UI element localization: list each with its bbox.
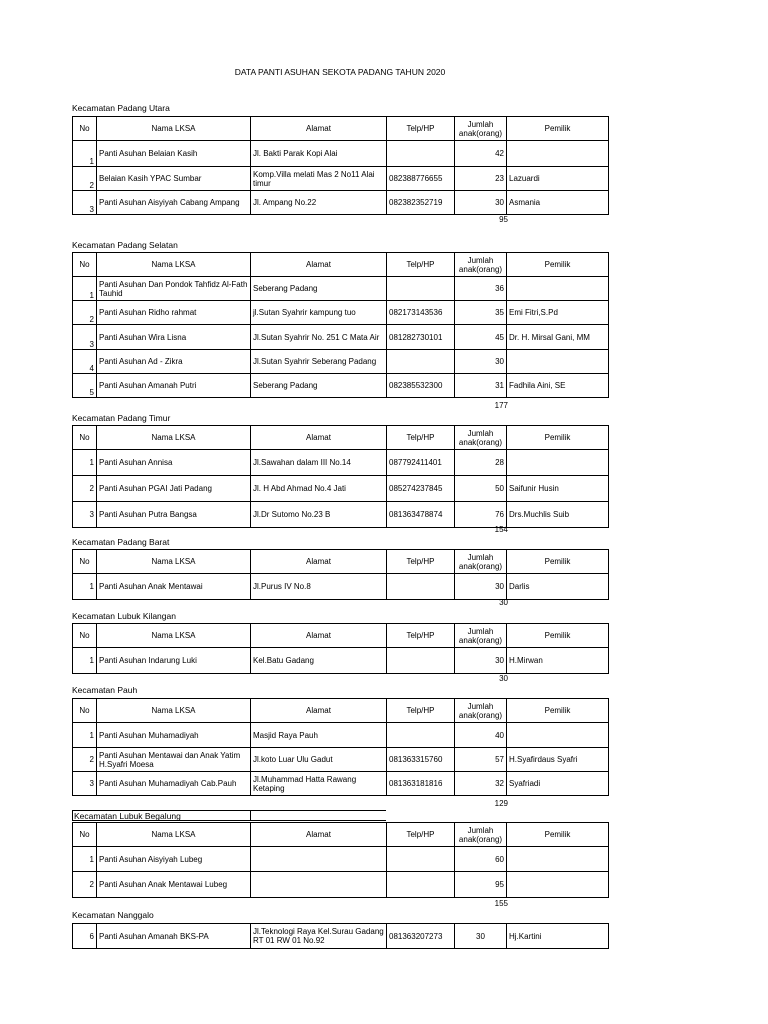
header-nama-lksa: Nama LKSA [97,117,251,141]
cell-nama-lksa: Panti Asuhan PGAI Jati Padang [97,476,251,502]
table-row [73,648,609,674]
cell-nama-lksa: Panti Asuhan Dan Pondok Tahfidz Al-Fath Tauhid [97,277,251,301]
cell-pemilik: Dr. H. Mirsal Gani, MM [507,325,609,350]
header-jumlah-line2: anak(orang) [458,710,503,720]
cell-nama-lksa: Panti Asuhan Wira Lisna [97,325,251,350]
cell-alamat: Jl. H Abd Ahmad No.4 Jati [251,476,387,502]
cell-jumlah: 45 [455,325,507,350]
header-nama-lksa: Nama LKSA [97,253,251,277]
table-header-row [73,550,609,574]
cell-jumlah: 36 [455,277,507,301]
data-table [72,623,609,674]
header-pemilik: Pemilik [507,550,609,574]
cell-nama-lksa: Panti Asuhan Annisa [97,450,251,476]
cell-jumlah: 30 [455,648,507,674]
section-heading: Kecamatan Padang Selatan [72,240,178,250]
header-telp-hp: Telp/HP [387,426,455,450]
cell-pemilik [507,277,609,301]
header-jumlah-anak [455,426,507,450]
cell-alamat: Jl.Sutan Syahrir Seberang Padang [251,350,387,374]
table-row [73,748,609,772]
section-total: 155 [494,899,508,908]
cell-jumlah: 32 [455,772,507,796]
header-no: No [73,699,97,723]
header-no: No [73,550,97,574]
cell-no: 1 [73,450,97,476]
section-total: 129 [494,799,508,808]
header-jumlah-anak [455,117,507,141]
cell-alamat: Komp.Villa melati Mas 2 No11 Alai timur [251,167,387,191]
cell-jumlah: 57 [455,748,507,772]
cell-pemilik: Lazuardi [507,167,609,191]
table-row [73,301,609,325]
cell-jumlah: 28 [455,450,507,476]
header-jumlah-line2: anak(orang) [458,128,503,138]
table-row [73,277,609,301]
cell-jumlah: 23 [455,167,507,191]
header-no: No [73,426,97,450]
section-total: 30 [499,598,508,607]
header-telp-hp: Telp/HP [387,253,455,277]
cell-telp: 081363478874 [387,502,455,528]
cell-nama-lksa: Panti Asuhan Anak Mentawai [97,574,251,600]
cell-telp: 082385532300 [387,374,455,398]
cell-nama-lksa: Panti Asuhan Aisyiyah Lubeg [97,847,251,872]
header-nama-lksa: Nama LKSA [97,426,251,450]
section-heading: Kecamatan Lubuk Kilangan [72,611,176,621]
cell-jumlah: 30 [455,924,507,949]
cell-pemilik: Drs.Muchlis Suib [507,502,609,528]
cell-pemilik: Syafriadi [507,772,609,796]
cell-jumlah: 35 [455,301,507,325]
header-pemilik: Pemilik [507,823,609,847]
cell-alamat: Seberang Padang [251,277,387,301]
cell-alamat: Jl. Ampang No.22 [251,191,387,215]
header-jumlah-line2: anak(orang) [458,561,503,571]
header-jumlah-anak [455,823,507,847]
cell-alamat: Jl. Bakti Parak Kopi Alai [251,141,387,167]
cell-alamat: Masjid Raya Pauh [251,723,387,748]
cell-jumlah: 42 [455,141,507,167]
header-alamat: Alamat [251,699,387,723]
table-row [73,502,609,528]
cell-nama-lksa: Panti Asuhan Amanah BKS-PA [97,924,251,949]
section-heading: Kecamatan Padang Timur [72,413,171,423]
header-telp-hp: Telp/HP [387,117,455,141]
cell-nama-lksa: Panti Asuhan Muhamadiyah Cab.Pauh [97,772,251,796]
cell-jumlah: 40 [455,723,507,748]
cell-telp [387,350,455,374]
header-jumlah-anak [455,624,507,648]
cell-no: 2 [73,476,97,502]
table-row [73,574,609,600]
section-heading-frame [250,810,386,821]
data-table [72,549,609,600]
cell-alamat [251,847,387,872]
section-heading: Kecamatan Lubuk Begalung [72,810,250,821]
table-row [73,450,609,476]
header-jumlah-line2: anak(orang) [458,437,503,447]
table-row [73,167,609,191]
header-nama-lksa: Nama LKSA [97,699,251,723]
section-total: 95 [499,215,508,224]
cell-no: 3 [73,772,97,796]
cell-telp [387,648,455,674]
table-row [73,872,609,898]
cell-telp [387,723,455,748]
cell-no: 1 [73,141,97,167]
cell-telp: 087792411401 [387,450,455,476]
cell-alamat: Jl.Teknologi Raya Kel.Surau Gadang RT 01 RW 01 No.92 [251,924,387,949]
header-alamat: Alamat [251,117,387,141]
cell-telp: 081363181816 [387,772,455,796]
header-jumlah-anak [455,253,507,277]
cell-no: 1 [73,723,97,748]
cell-alamat: Jl.Sutan Syahrir No. 251 C Mata Air [251,325,387,350]
cell-jumlah: 30 [455,350,507,374]
cell-telp: 081363315760 [387,748,455,772]
section-heading: Kecamatan Padang Barat [72,537,170,547]
table-row [73,325,609,350]
header-pemilik: Pemilik [507,253,609,277]
cell-alamat: Jl.koto Luar Ulu Gadut [251,748,387,772]
header-pemilik: Pemilik [507,699,609,723]
data-table [72,116,609,215]
data-table [72,425,609,528]
cell-alamat: Jl.Muhammad Hatta Rawang Ketaping [251,772,387,796]
header-jumlah-line2: anak(orang) [458,834,503,844]
cell-nama-lksa: Belaian Kasih YPAC Sumbar [97,167,251,191]
table-row [73,772,609,796]
header-jumlah-line2: anak(orang) [458,635,503,645]
header-nama-lksa: Nama LKSA [97,550,251,574]
header-telp-hp: Telp/HP [387,823,455,847]
header-jumlah-anak [455,550,507,574]
cell-nama-lksa: Panti Asuhan Putra Bangsa [97,502,251,528]
data-table [72,252,609,398]
cell-telp: 082388776655 [387,167,455,191]
section-total: 154 [494,525,508,534]
cell-alamat: Jl.Purus IV No.8 [251,574,387,600]
table-row [73,924,609,949]
cell-nama-lksa: Panti Asuhan Anak Mentawai Lubeg [97,872,251,898]
cell-alamat: Jl.Dr Sutomo No.23 B [251,502,387,528]
cell-jumlah: 31 [455,374,507,398]
cell-no: 2 [73,301,97,325]
cell-alamat [251,872,387,898]
header-jumlah-anak [455,699,507,723]
table-row [73,141,609,167]
document-title: DATA PANTI ASUHAN SEKOTA PADANG TAHUN 2020 [234,67,446,77]
cell-no: 3 [73,502,97,528]
cell-no: 2 [73,872,97,898]
header-nama-lksa: Nama LKSA [97,823,251,847]
header-telp-hp: Telp/HP [387,624,455,648]
cell-telp [387,872,455,898]
header-alamat: Alamat [251,426,387,450]
header-pemilik: Pemilik [507,117,609,141]
cell-telp: 085274237845 [387,476,455,502]
data-table [72,923,609,949]
table-header-row [73,823,609,847]
section-total: 177 [494,401,508,410]
header-alamat: Alamat [251,823,387,847]
table-header-row [73,253,609,277]
header-jumlah-line1: Jumlah [467,701,494,711]
table-row [73,847,609,872]
header-alamat: Alamat [251,550,387,574]
table-row [73,191,609,215]
table-header-row [73,426,609,450]
cell-alamat: Seberang Padang [251,374,387,398]
cell-nama-lksa: Panti Asuhan Aisyiyah Cabang Ampang [97,191,251,215]
header-alamat: Alamat [251,624,387,648]
cell-telp [387,574,455,600]
section-heading: Kecamatan Padang Utara [72,103,170,113]
cell-no: 5 [73,374,97,398]
cell-pemilik: Emi Fitri,S.Pd [507,301,609,325]
header-jumlah-line1: Jumlah [467,825,494,835]
header-telp-hp: Telp/HP [387,699,455,723]
cell-no: 3 [73,191,97,215]
header-telp-hp: Telp/HP [387,550,455,574]
cell-telp: 081363207273 [387,924,455,949]
cell-jumlah: 76 [455,502,507,528]
cell-jumlah: 95 [455,872,507,898]
cell-jumlah: 30 [455,574,507,600]
header-jumlah-line1: Jumlah [467,626,494,636]
table-header-row [73,624,609,648]
header-jumlah-line1: Jumlah [467,255,494,265]
header-pemilik: Pemilik [507,624,609,648]
header-no: No [73,117,97,141]
cell-pemilik: Asmania [507,191,609,215]
cell-nama-lksa: Panti Asuhan Mentawai dan Anak Yatim H.Syafri Moesa [97,748,251,772]
cell-jumlah: 60 [455,847,507,872]
section-heading: Kecamatan Nanggalo [72,910,154,920]
cell-pemilik [507,723,609,748]
cell-no: 1 [73,648,97,674]
cell-no: 6 [73,924,97,949]
header-pemilik: Pemilik [507,426,609,450]
cell-pemilik [507,350,609,374]
table-header-row [73,117,609,141]
cell-nama-lksa: Panti Asuhan Muhamadiyah [97,723,251,748]
data-table [72,822,609,898]
cell-telp: 081282730101 [387,325,455,350]
cell-pemilik: Hj.Kartini [507,924,609,949]
cell-no: 1 [73,847,97,872]
cell-telp [387,847,455,872]
header-alamat: Alamat [251,253,387,277]
cell-pemilik [507,450,609,476]
header-no: No [73,253,97,277]
cell-pemilik [507,847,609,872]
header-jumlah-line2: anak(orang) [458,264,503,274]
cell-nama-lksa: Panti Asuhan Ridho rahmat [97,301,251,325]
cell-telp [387,277,455,301]
table-row [73,374,609,398]
cell-no: 3 [73,325,97,350]
section-total: 30 [499,674,508,683]
table-row [73,350,609,374]
cell-no: 1 [73,574,97,600]
header-no: No [73,624,97,648]
section-heading: Kecamatan Pauh [72,685,138,695]
cell-pemilik: H.Mirwan [507,648,609,674]
cell-pemilik: Saifunir Husin [507,476,609,502]
cell-no: 1 [73,277,97,301]
cell-nama-lksa: Panti Asuhan Belaian Kasih [97,141,251,167]
cell-nama-lksa: Panti Asuhan Ad - Zikra [97,350,251,374]
cell-telp: 082382352719 [387,191,455,215]
cell-no: 4 [73,350,97,374]
cell-alamat: jl.Sutan Syahrir kampung tuo [251,301,387,325]
cell-jumlah: 30 [455,191,507,215]
cell-telp [387,141,455,167]
cell-pemilik: Darlis [507,574,609,600]
cell-telp: 082173143536 [387,301,455,325]
cell-nama-lksa: Panti Asuhan Amanah Putri [97,374,251,398]
table-row [73,723,609,748]
data-table [72,698,609,796]
cell-pemilik [507,141,609,167]
header-jumlah-line1: Jumlah [467,119,494,129]
table-header-row [73,699,609,723]
cell-alamat: Jl.Sawahan dalam III No.14 [251,450,387,476]
header-jumlah-line1: Jumlah [467,552,494,562]
table-row [73,476,609,502]
cell-pemilik [507,872,609,898]
cell-jumlah: 50 [455,476,507,502]
cell-nama-lksa: Panti Asuhan Indarung Luki [97,648,251,674]
cell-pemilik: H.Syafirdaus Syafri [507,748,609,772]
cell-alamat: Kel.Batu Gadang [251,648,387,674]
header-jumlah-line1: Jumlah [467,428,494,438]
cell-no: 2 [73,748,97,772]
header-no: No [73,823,97,847]
cell-no: 2 [73,167,97,191]
header-nama-lksa: Nama LKSA [97,624,251,648]
cell-pemilik: Fadhila Aini, SE [507,374,609,398]
